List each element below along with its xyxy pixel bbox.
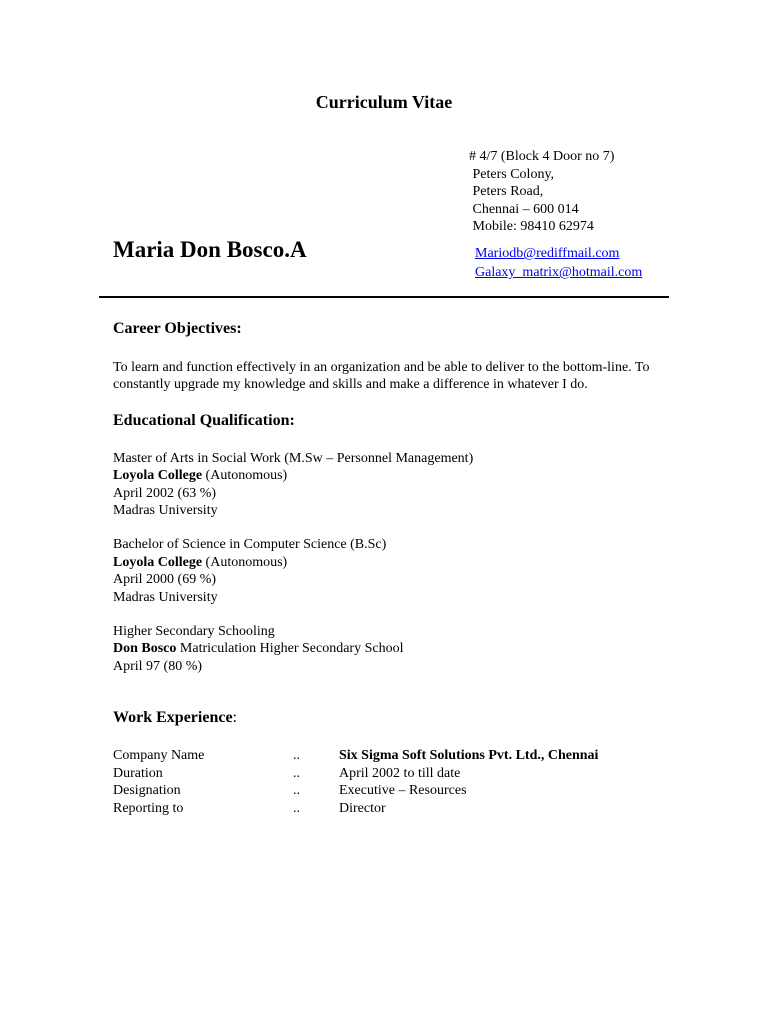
work-heading-text: Work Experience [113,709,233,727]
field-label: Designation [113,783,181,799]
university: Madras University [113,503,218,519]
degree: Bachelor of Science in Computer Science (B.Sc) [113,537,387,553]
education-entry [113,450,658,520]
field-separator: .. [293,783,300,799]
education-entry [113,623,658,675]
address-block [469,148,614,236]
work-experience-heading [113,708,658,728]
education-heading: Educational Qualification: [113,411,295,429]
table-row [113,747,598,764]
table-row [113,800,598,817]
work-heading-colon: : [232,709,237,727]
field-label: Company Name [113,748,205,764]
institution-note: Matriculation Higher Secondary School [176,641,404,657]
address-line: Peters Colony, [469,166,555,182]
career-objectives-text: To learn and function effectively in an organization and be able to deliver to the bottom-line. To constantly upgrade my knowledge and skills and make a difference in whatever I do. [113,360,650,393]
address-line: Peters Road, [469,184,544,199]
email-link-hotmail[interactable]: Galaxy_matrix@hotmail.com [475,265,643,280]
field-value: April 2002 to till date [339,765,461,781]
degree: Master of Arts in Social Work (M.Sw – Personnel Management) [113,450,474,466]
address-line: Chennai – 600 014 [469,201,579,217]
field-value: Executive – Resources [339,783,467,799]
field-separator: .. [293,800,300,816]
email-link-rediffmail[interactable]: Mariodb@rediffmail.com [475,246,620,261]
field-label: Reporting to [113,800,184,816]
completion-date: April 2002 (63 %) [113,485,217,501]
field-value: Director [339,800,386,816]
field-label: Duration [113,765,163,781]
institution-name: Loyola College [113,554,203,570]
university: Madras University [113,589,218,605]
institution-line [113,554,658,571]
table-row [113,782,598,799]
institution-name: Loyola College [113,468,203,484]
institution-note: (Autonomous) [202,554,288,570]
education-entry [113,536,658,606]
completion-date: April 97 (80 %) [113,658,203,674]
work-experience-table [113,747,598,817]
degree: Higher Secondary Schooling [113,624,275,640]
institution-name: Don Bosco [113,641,177,657]
field-separator: .. [293,765,300,781]
header-divider [99,296,669,298]
candidate-name: Maria Don Bosco.A [113,237,307,262]
field-value: Six Sigma Soft Solutions Pvt. Ltd., Chennai [339,748,599,764]
institution-line [113,640,658,657]
completion-date: April 2000 (69 %) [113,572,217,588]
career-objectives-heading: Career Objectives: [113,320,242,337]
document-title: Curriculum Vitae [315,92,453,112]
address-line: # 4/7 (Block 4 Door no 7) [469,149,615,164]
institution-note: (Autonomous) [202,468,288,484]
cv-body [113,319,658,817]
table-row [113,765,598,782]
institution-line [113,467,658,484]
mobile-line: Mobile: 98410 62974 [469,219,594,234]
email-list [475,244,642,282]
field-separator: .. [293,748,300,764]
